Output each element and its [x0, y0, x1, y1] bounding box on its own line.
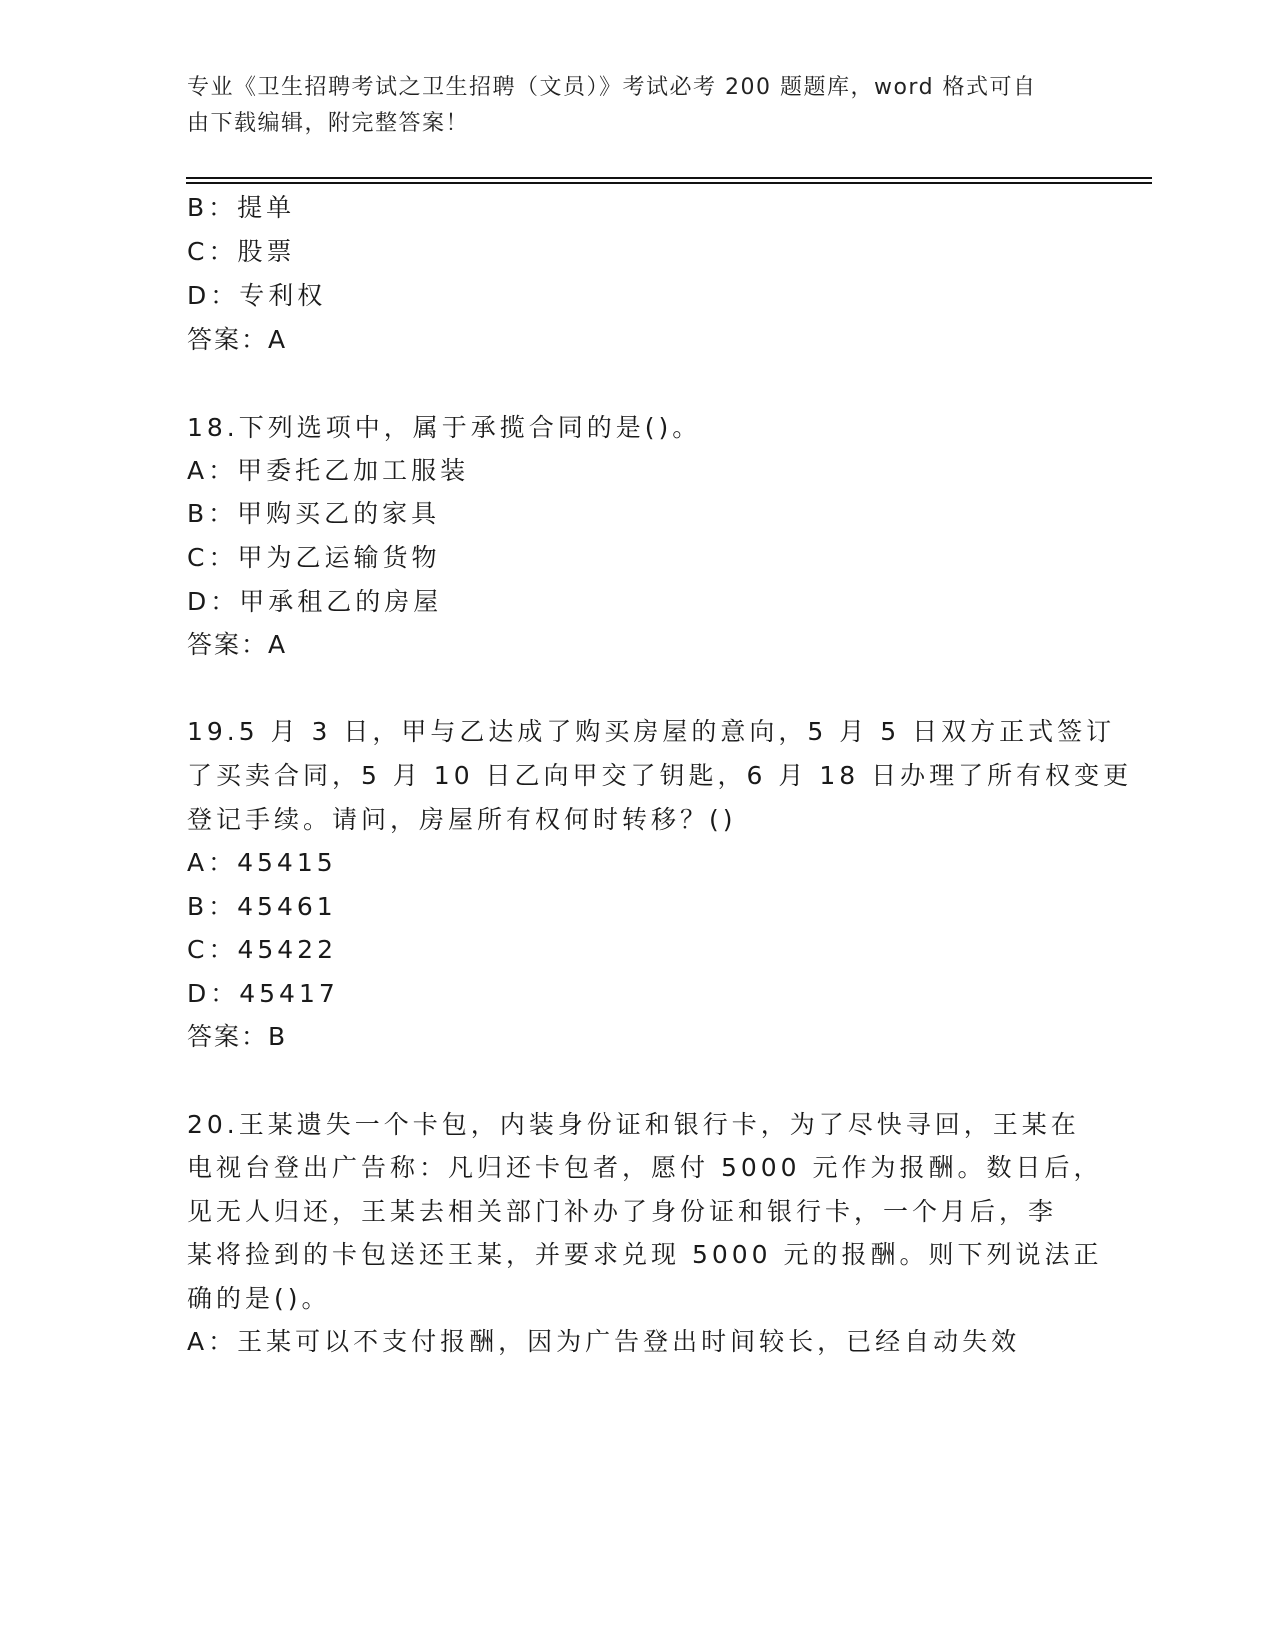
- q20-question-line-2: 电视台登出广告称：凡归还卡包者，愿付 5000 元作为报酬。数日后，: [187, 1153, 1103, 1182]
- q19-answer: 答案：B: [187, 1022, 288, 1051]
- q18-option-c: C：甲为乙运输货物: [187, 543, 441, 572]
- q20-question-line-3: 见无人归还，王某去相关部门补办了身份证和银行卡，一个月后，李: [187, 1197, 1058, 1226]
- q19-question-line-3: 登记手续。请问，房屋所有权何时转移？(): [187, 805, 737, 834]
- q19-option-c: C：45422: [187, 935, 337, 964]
- q20-question-line-4: 某将捡到的卡包送还王某，并要求兑现 5000 元的报酬。则下列说法正: [187, 1240, 1103, 1269]
- document-header: [187, 70, 1087, 142]
- header-divider-top: [186, 177, 1152, 179]
- q17-option-c: C：股票: [187, 237, 296, 266]
- q18-answer: 答案：A: [187, 630, 288, 659]
- q18-option-d: D：甲承租乙的房屋: [187, 587, 443, 616]
- q20-option-a: A：王某可以不支付报酬，因为广告登出时间较长，已经自动失效: [187, 1327, 1021, 1356]
- q19-option-d: D：45417: [187, 979, 339, 1008]
- header-line-1: 专业《卫生招聘考试之卫生招聘（文员）》考试必考 200 题题库，word 格式可自: [187, 75, 1037, 100]
- q20-question-line-1: 20.王某遗失一个卡包，内装身份证和银行卡，为了尽快寻回，王某在: [187, 1110, 1080, 1139]
- q20-question-line-5: 确的是()。: [187, 1284, 331, 1313]
- q18-option-a: A：甲委托乙加工服装: [187, 456, 470, 485]
- q18-option-b: B：甲购买乙的家具: [187, 499, 441, 528]
- q17-option-d: D：专利权: [187, 281, 327, 310]
- q19-question-line-2: 了买卖合同，5 月 10 日乙向甲交了钥匙，6 月 18 日办理了所有权变更: [187, 761, 1133, 790]
- q19-question-line-1: 19.5 月 3 日，甲与乙达成了购买房屋的意向，5 月 5 日双方正式签订: [187, 717, 1116, 746]
- q19-option-b: B：45461: [187, 892, 337, 921]
- q17-option-b: B：提单: [187, 193, 296, 222]
- q17-answer: 答案：A: [187, 325, 288, 354]
- q18-question: 18.下列选项中，属于承揽合同的是()。: [187, 413, 702, 442]
- header-divider-bottom: [186, 182, 1152, 184]
- q19-option-a: A：45415: [187, 848, 337, 877]
- header-line-2: 由下载编辑，附完整答案！: [187, 111, 470, 136]
